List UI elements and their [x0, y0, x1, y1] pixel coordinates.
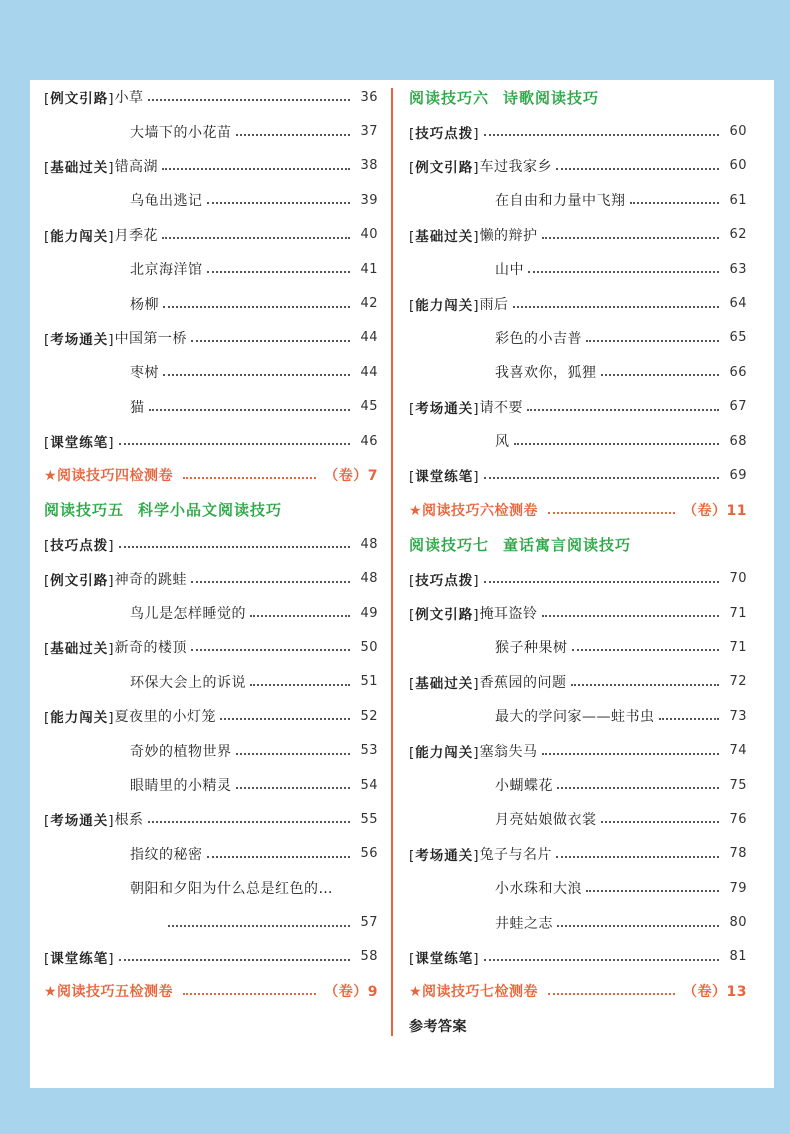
dot-leader [542, 237, 719, 239]
test-paper-entry[interactable] [409, 493, 747, 527]
page-number: 75 [729, 777, 747, 793]
toc-entry[interactable] [409, 218, 747, 252]
toc-subentry[interactable] [409, 321, 747, 355]
section-subtitle: 科学小品文阅读技巧 [138, 501, 283, 520]
entry-title: 新奇的楼顶 [114, 640, 188, 657]
page-number: 80 [729, 915, 747, 931]
dot-leader [236, 134, 351, 136]
toc-entry[interactable] [44, 424, 378, 458]
section-tag: [ 能力闯关 ] [409, 294, 480, 314]
page-number: 51 [360, 674, 378, 690]
page-number: 72 [729, 674, 747, 690]
page-number: 61 [729, 192, 747, 208]
page-number: 65 [729, 330, 747, 346]
page-number: 71 [729, 639, 747, 655]
page-number: 71 [729, 605, 747, 621]
entry-title: 中国第一桥 [114, 330, 188, 347]
dot-leader [548, 993, 675, 995]
toc-subentry[interactable] [44, 837, 378, 871]
toc-subentry[interactable] [409, 871, 747, 905]
entry-title: 小水珠和大浪 [495, 881, 582, 898]
entry-title: 错高湖 [114, 158, 159, 175]
dot-leader [630, 202, 720, 204]
section-tag: [ 考场通关 ] [409, 397, 480, 417]
section-heading [44, 493, 378, 527]
section-tag: [ 课堂练笔 ] [44, 947, 115, 967]
section-tag: [ 考场通关 ] [44, 328, 115, 348]
dot-leader [557, 925, 719, 927]
dot-leader [163, 374, 350, 376]
page-number: 64 [729, 296, 747, 312]
toc-entry[interactable] [44, 218, 378, 252]
toc-subentry[interactable] [44, 768, 378, 802]
dot-leader [236, 753, 351, 755]
section-title: 阅读技巧六 [409, 88, 490, 107]
toc-entry[interactable] [409, 561, 747, 595]
dot-leader [119, 546, 350, 548]
toc-subentry[interactable] [409, 768, 747, 802]
entry-title: 请不要 [479, 399, 524, 416]
dot-leader [168, 925, 350, 927]
dot-leader [557, 787, 719, 789]
toc-subentry[interactable] [44, 286, 378, 320]
dot-leader [586, 340, 719, 342]
dot-leader [513, 306, 719, 308]
page-number: 76 [729, 811, 747, 827]
dot-leader [191, 340, 350, 342]
toc-entry[interactable] [409, 149, 747, 183]
toc-subentry[interactable] [409, 424, 747, 458]
section-tag: [ 能力闯关 ] [44, 706, 115, 726]
page-number: 63 [729, 261, 747, 277]
section-tag: [ 考场通关 ] [409, 844, 480, 864]
entry-title: 环保大会上的诉说 [130, 674, 246, 691]
column-divider [391, 88, 393, 1036]
toc-entry[interactable] [44, 940, 378, 974]
section-tag: [ 例文引路 ] [409, 603, 480, 623]
page-number: 60 [729, 124, 747, 140]
dot-leader [183, 477, 316, 479]
toc-entry[interactable] [44, 80, 378, 114]
page-number: 46 [360, 433, 378, 449]
toc-entry[interactable] [44, 561, 378, 595]
entry-title: 枣树 [130, 365, 159, 382]
test-paper-entry[interactable] [44, 974, 378, 1008]
section-tag: [ 基础过关 ] [44, 156, 115, 176]
dot-leader [586, 890, 719, 892]
entry-title: 塞翁失马 [479, 743, 538, 760]
toc-subentry[interactable] [44, 390, 378, 424]
test-paper-title: ★阅读技巧四检测卷 [44, 468, 174, 485]
page-number: 70 [729, 571, 747, 587]
section-heading [409, 527, 747, 561]
toc-subentry[interactable] [44, 871, 378, 905]
section-tag: [ 课堂练笔 ] [44, 431, 115, 451]
dot-leader [191, 649, 350, 651]
toc-subentry[interactable] [44, 733, 378, 767]
dot-leader [528, 271, 719, 273]
page-number: 37 [360, 124, 378, 140]
dot-leader [572, 649, 720, 651]
dot-leader [162, 168, 350, 170]
dot-leader [250, 615, 350, 617]
toc-entry[interactable] [409, 458, 747, 492]
entry-title: 香蕉园的问题 [479, 674, 567, 691]
page-number: 54 [360, 777, 378, 793]
answers-entry[interactable] [409, 1009, 747, 1043]
toc-subentry[interactable] [44, 355, 378, 389]
page-number: 67 [729, 399, 747, 415]
page-number: 40 [360, 227, 378, 243]
page-number: 60 [729, 158, 747, 174]
toc-entry[interactable] [409, 940, 747, 974]
entry-title: 杨柳 [130, 296, 159, 313]
section-tag: [ 基础过关 ] [409, 672, 480, 692]
dot-leader [548, 512, 675, 514]
toc-subentry[interactable] [409, 630, 747, 664]
entry-title: 彩色的小吉普 [495, 330, 582, 347]
dot-leader [148, 99, 350, 101]
page-number: 66 [729, 364, 747, 380]
entry-title: 掩耳盗铃 [479, 606, 538, 623]
section-tag: [ 课堂练笔 ] [409, 465, 480, 485]
test-paper-entry[interactable] [409, 974, 747, 1008]
test-paper-entry[interactable] [44, 458, 378, 492]
toc-subentry[interactable] [44, 596, 378, 630]
dot-leader [542, 615, 719, 617]
entry-title: 眼睛里的小精灵 [130, 778, 232, 794]
section-tag: [ 技巧点拨 ] [409, 569, 480, 589]
dot-leader [119, 443, 350, 445]
section-tag: [ 基础过关 ] [409, 225, 480, 245]
page-number: 38 [360, 158, 378, 174]
dot-leader [484, 134, 719, 136]
dot-leader [542, 753, 719, 755]
toc-entry[interactable] [409, 286, 747, 320]
toc-subentry[interactable] [409, 802, 747, 836]
dot-leader [236, 787, 351, 789]
toc-subentry[interactable] [409, 699, 747, 733]
entry-title: 我喜欢你，狐狸 [495, 365, 597, 382]
section-subtitle: 童话寓言阅读技巧 [503, 535, 632, 554]
test-paper-title: ★阅读技巧五检测卷 [44, 984, 174, 1001]
dot-leader [148, 821, 350, 823]
dot-leader [149, 409, 351, 411]
section-tag: [ 例文引路 ] [44, 87, 115, 107]
dot-leader [207, 202, 351, 204]
dot-leader [659, 718, 720, 720]
section-tag: [ 例文引路 ] [409, 156, 480, 176]
page-number: 58 [360, 949, 378, 965]
toc-entry[interactable] [44, 802, 378, 836]
entry-title: 乌龟出逃记 [130, 193, 203, 210]
page-number: 44 [360, 364, 378, 380]
page-number: （卷）11 [683, 502, 747, 519]
toc-entry[interactable] [44, 699, 378, 733]
toc-entry[interactable] [409, 596, 747, 630]
entry-title: 风 [495, 434, 510, 451]
page-number: 56 [360, 846, 378, 862]
page-number: 57 [360, 915, 378, 931]
toc-subentry[interactable] [409, 252, 747, 286]
answers-title: 参考答案 [409, 1018, 467, 1035]
toc-entry[interactable] [44, 527, 378, 561]
dot-leader [484, 477, 719, 479]
page-number: 52 [360, 708, 378, 724]
test-paper-title: ★阅读技巧六检测卷 [409, 502, 539, 519]
toc-subentry[interactable] [44, 665, 378, 699]
toc-entry[interactable] [44, 149, 378, 183]
page-number: （卷）9 [324, 984, 378, 1001]
toc-subentry[interactable] [44, 252, 378, 286]
toc-entry[interactable] [44, 321, 378, 355]
section-tag: [ 基础过关 ] [44, 637, 115, 657]
toc-entry[interactable] [409, 665, 747, 699]
page-number: 79 [729, 880, 747, 896]
dot-leader [220, 718, 350, 720]
section-subtitle: 诗歌阅读技巧 [503, 88, 600, 107]
toc-entry[interactable] [409, 837, 747, 871]
entry-title: 懒的辩护 [479, 227, 538, 244]
dot-leader [250, 684, 350, 686]
entry-title: 山中 [495, 262, 524, 279]
dot-leader [484, 959, 719, 961]
entry-title: 雨后 [479, 296, 509, 313]
toc-subentry[interactable] [409, 183, 747, 217]
dot-leader [191, 581, 350, 583]
section-tag: [ 技巧点拨 ] [44, 534, 115, 554]
entry-title: 神奇的跳蛙 [114, 571, 188, 588]
toc-subentry[interactable] [44, 114, 378, 148]
page-number: 48 [360, 571, 378, 587]
entry-title: 兔子与名片 [479, 846, 553, 863]
entry-title: 大墙下的小花苗 [130, 124, 232, 141]
dot-leader [183, 993, 316, 995]
toc-entry[interactable] [409, 390, 747, 424]
toc-entry[interactable] [409, 114, 747, 148]
dot-leader [556, 168, 719, 170]
page-number: 48 [360, 536, 378, 552]
page-number: 44 [360, 330, 378, 346]
page-number: 49 [360, 605, 378, 621]
toc-subentry[interactable] [409, 355, 747, 389]
section-tag: [ 课堂练笔 ] [409, 947, 480, 967]
toc-left-column [44, 80, 378, 1009]
entry-title: 北京海洋馆 [130, 262, 203, 279]
toc-subentry[interactable] [44, 183, 378, 217]
entry-title: 奇妙的植物世界 [130, 743, 232, 760]
toc-entry[interactable] [409, 733, 747, 767]
section-tag: [ 能力闯关 ] [44, 225, 115, 245]
entry-title: 车过我家乡 [479, 158, 553, 175]
entry-title: 猫 [130, 399, 145, 416]
dot-leader [163, 306, 350, 308]
dot-leader [601, 821, 720, 823]
toc-right-column [409, 80, 747, 1043]
entry-title: 夏夜里的小灯笼 [114, 709, 217, 726]
toc-subentry[interactable] [409, 905, 747, 939]
page-number: （卷）7 [324, 468, 378, 485]
entry-title: 井蛙之志 [495, 915, 553, 932]
entry-title: 小草 [114, 90, 144, 107]
toc-continuation[interactable] [44, 905, 378, 939]
page-number: 73 [729, 708, 747, 724]
entry-title: 月季花 [114, 227, 159, 244]
dot-leader [571, 684, 719, 686]
entry-title: 在自由和力量中飞翔 [495, 193, 626, 210]
entry-title: 鸟儿是怎样睡觉的 [130, 606, 246, 623]
section-tag: [ 例文引路 ] [44, 569, 115, 589]
page-number: 78 [729, 846, 747, 862]
dot-leader [119, 959, 350, 961]
section-tag: [ 能力闯关 ] [409, 741, 480, 761]
section-tag: [ 考场通关 ] [44, 809, 115, 829]
page-number: 50 [360, 639, 378, 655]
entry-title: 朝阳和夕阳为什么总是红色的… [130, 881, 333, 898]
entry-title: 根系 [114, 812, 144, 829]
test-paper-title: ★阅读技巧七检测卷 [409, 984, 539, 1001]
entry-title: 指纹的秘密 [130, 846, 203, 863]
dot-leader [601, 374, 720, 376]
section-heading [409, 80, 747, 114]
section-tag: [ 技巧点拨 ] [409, 122, 480, 142]
page-number: 62 [729, 227, 747, 243]
page-number: 53 [360, 743, 378, 759]
entry-title: 最大的学问家——蛀书虫 [495, 709, 655, 726]
entry-title: 猴子种果树 [495, 640, 568, 657]
section-title: 阅读技巧五 [44, 501, 125, 520]
dot-leader [207, 271, 351, 273]
dot-leader [207, 856, 351, 858]
entry-title: 月亮姑娘做衣裳 [495, 812, 597, 829]
toc-entry[interactable] [44, 630, 378, 664]
page-number: （卷）13 [683, 984, 747, 1001]
page-number: 41 [360, 261, 378, 277]
dot-leader [527, 409, 719, 411]
dot-leader [556, 856, 719, 858]
page-number: 36 [360, 89, 378, 105]
page-number: 39 [360, 192, 378, 208]
page-number: 81 [729, 949, 747, 965]
section-title: 阅读技巧七 [409, 535, 490, 554]
page-number: 42 [360, 296, 378, 312]
page-number: 74 [729, 743, 747, 759]
entry-title: 小蝴蝶花 [495, 778, 553, 794]
dot-leader [514, 443, 720, 445]
page-number: 45 [360, 399, 378, 415]
page-number: 68 [729, 433, 747, 449]
dot-leader [484, 581, 719, 583]
page-number: 55 [360, 811, 378, 827]
dot-leader [162, 237, 350, 239]
page-number: 69 [729, 467, 747, 483]
